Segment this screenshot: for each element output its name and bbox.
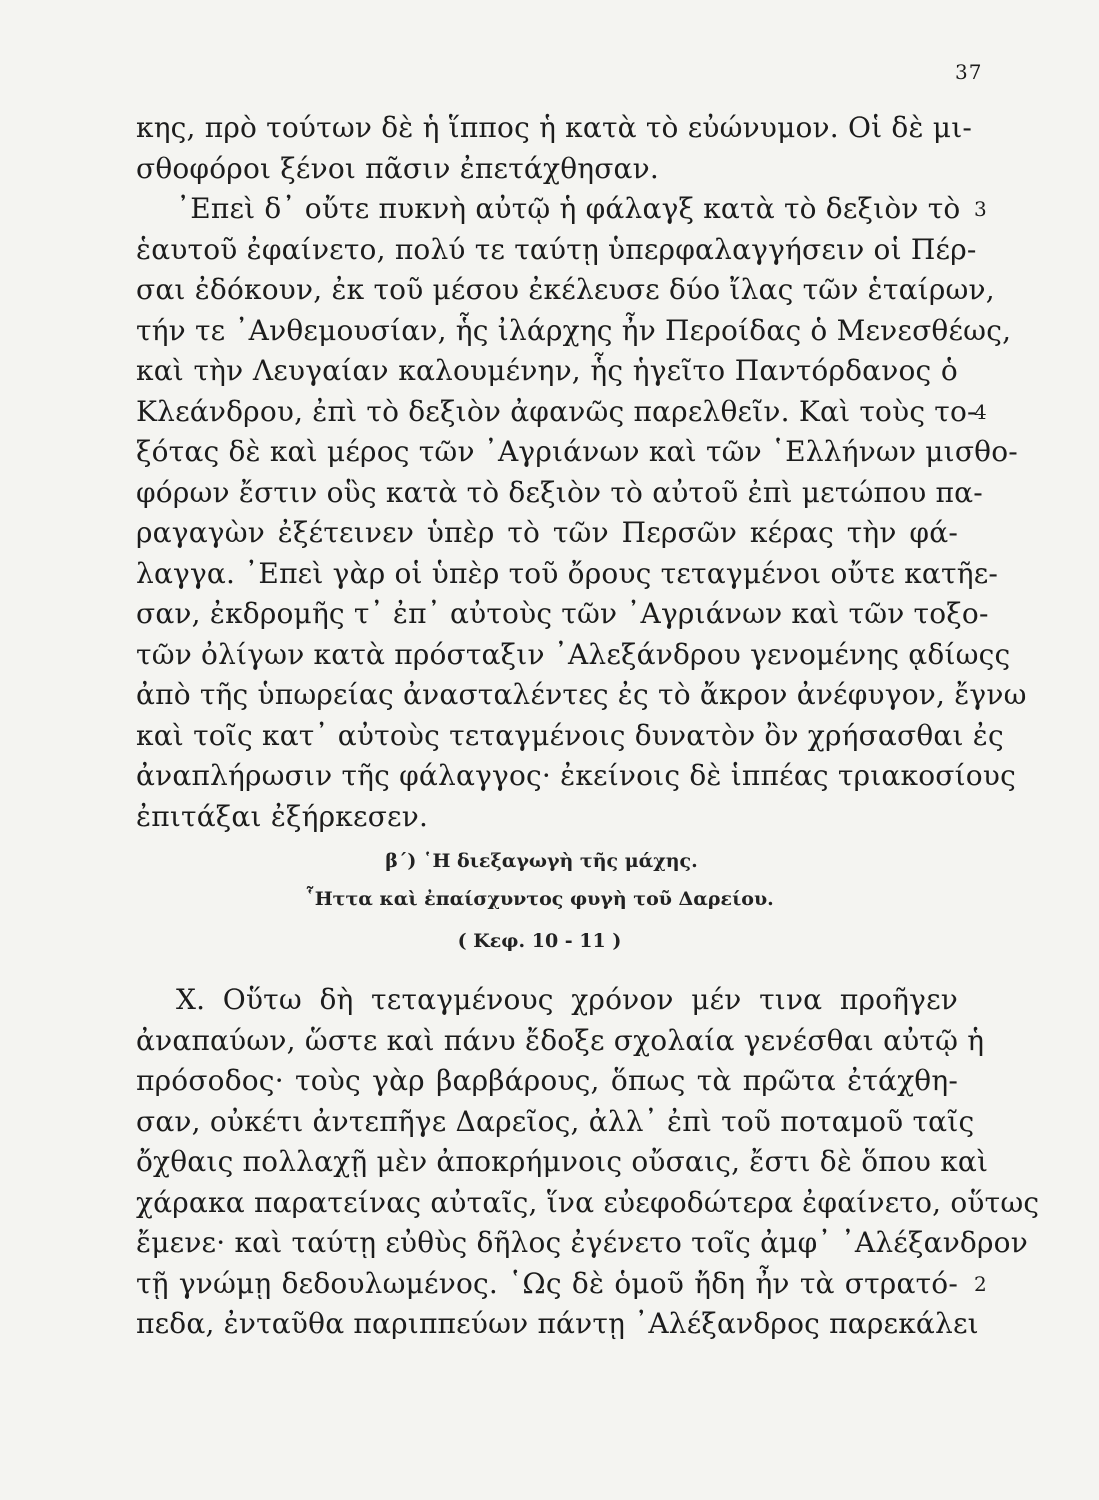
- text-line: ἀπὸ τῆς ὑπωρείας ἀνασταλέντες ἐς τὸ ἄκρον ἀνέφυγον, ἔγνω: [136, 678, 1027, 711]
- text-line: ἔμενε· καὶ ταύτῃ εὐθὺς δῆλος ἐγένετο τοῖς ἀμφ᾿ ᾿Αλέξανδρον: [136, 1226, 1028, 1259]
- text-line: σαι ἐδόκουν, ἐκ τοῦ μέσου ἐκέλευσε δύο ἴλας τῶν ἑταίρων,: [136, 273, 995, 306]
- text-line: χάρακα παρατείνας αὐταῖς, ἵνα εὐεφοδώτερα ἐφαίνετο, οὕτως: [136, 1185, 1040, 1219]
- text-line: Κλεάνδρου, ἐπὶ τὸ δεξιὸν ἀφανῶς παρελθεῖν. Καὶ τοὺς το- 4: [136, 392, 958, 433]
- text-line: σαν, οὐκέτι ἀντεπῆγε Δαρεῖος, ἀλλ᾿ ἐπὶ τοῦ ποταμοῦ ταῖς: [136, 1104, 975, 1138]
- text-line: καὶ τὴν Λευγαίαν καλουμένην, ἧς ἡγεῖτο Παντόρδανος ὁ: [136, 354, 958, 387]
- text-line: τήν τε ᾿Ανθεμουσίαν, ἧς ἰλάρχης ἦν Περοίδας ὁ Μενεσθέως,: [136, 313, 1012, 347]
- text-line: κης, πρὸ τούτων δὲ ἡ ἵππος ἡ κατὰ τὸ εὐώνυμον. Οἱ δὲ μι-: [136, 111, 973, 144]
- text-line: σθοφόροι ξένοι πᾶσιν ἐπετάχθησαν.: [136, 151, 659, 185]
- text-line: ἀναπλήρωσιν τῆς φάλαγγος· ἐκείνοις δὲ ἱππέας τριακοσίους: [136, 759, 1016, 792]
- main-text-bottom: [136, 980, 1040, 1345]
- text-line: ᾿Επεὶ δ᾿ οὔτε πυκνὴ αὐτῷ ἡ φάλαγξ κατὰ τὸ δεξιὸν τὸ 3: [136, 189, 958, 230]
- text-line: τῇ γνώμῃ δεδουλωμένος. ῾Ως δὲ ὁμοῦ ἤδη ἦν τὰ στρατό- 2: [136, 1264, 958, 1305]
- text-line: σαν, ἐκδρομῆς τ᾿ ἐπ᾿ αὐτοὺς τῶν ᾿Αγριάνων καὶ τῶν τοξο-: [136, 597, 989, 630]
- text-line: ξότας δὲ καὶ μέρος τῶν ᾿Αγριάνων καὶ τῶν ῾Ελλήνων μισθο-: [136, 435, 1018, 468]
- section-subheading: ῟Ηττα καὶ ἐπαίσχυντος φυγὴ τοῦ Δαρείου.: [305, 888, 774, 910]
- text-line: ἐπιτάξαι ἐξήρκεσεν.: [136, 799, 429, 833]
- margin-section-number: 2: [974, 1271, 987, 1296]
- text-line: τῶν ὀλίγων κατὰ πρόσταξιν ᾿Αλεξάνδρου γενομένης ᾳδίωςς: [136, 637, 1011, 671]
- text-line: φόρων ἔστιν οὓς κατὰ τὸ δεξιὸν τὸ αὐτοῦ ἐπὶ μετώπου πα-: [136, 475, 983, 509]
- page-number: 37: [955, 60, 983, 84]
- text-line: ὄχθαις πολλαχῇ μὲν ἀποκρήμνοις οὔσαις, ἔστι δὲ ὅπου καὶ: [136, 1145, 989, 1178]
- text-line: X. Οὕτω δὴ τεταγμένους χρόνον μέν τινα προῆγεν: [176, 983, 958, 1016]
- text-line: πεδα, ἐνταῦθα παριππεύων πάντῃ ᾿Αλέξανδρος παρεκάλει: [136, 1307, 979, 1340]
- main-text-top: [136, 108, 1027, 837]
- margin-section-number: 3: [974, 197, 987, 221]
- text-line: ραγαγὼν ἐξέτεινεν ὑπὲρ τὸ τῶν Περσῶν κέρας τὴν φά-: [136, 516, 958, 549]
- text-line: λαγγα. ᾿Επεὶ γὰρ οἱ ὑπὲρ τοῦ ὄρους τεταγμένοι οὔτε κατῆε-: [136, 556, 999, 590]
- text-line: ἀναπαύων, ὥστε καὶ πάνυ ἔδοξε σχολαία γενέσθαι αὐτῷ ἡ: [136, 1023, 985, 1057]
- margin-section-number: 4: [974, 399, 987, 424]
- chapter-reference: ( Κεφ. 10 - 11 ): [457, 930, 622, 952]
- text-line: καὶ τοῖς κατ᾿ αὐτοὺς τεταγμένοις δυνατὸν ὂν χρήσασθαι ἐς: [136, 718, 1004, 752]
- text-line: πρόσοδος· τοὺς γὰρ βαρβάρους, ὅπως τὰ πρῶτα ἐτάχθη-: [136, 1064, 958, 1097]
- text-line: ἑαυτοῦ ἐφαίνετο, πολύ τε ταύτῃ ὑπερφαλαγγήσειν οἱ Πέρ-: [136, 232, 977, 266]
- section-heading: β´) ῾Η διεξαγωγὴ τῆς μάχης.: [385, 850, 698, 872]
